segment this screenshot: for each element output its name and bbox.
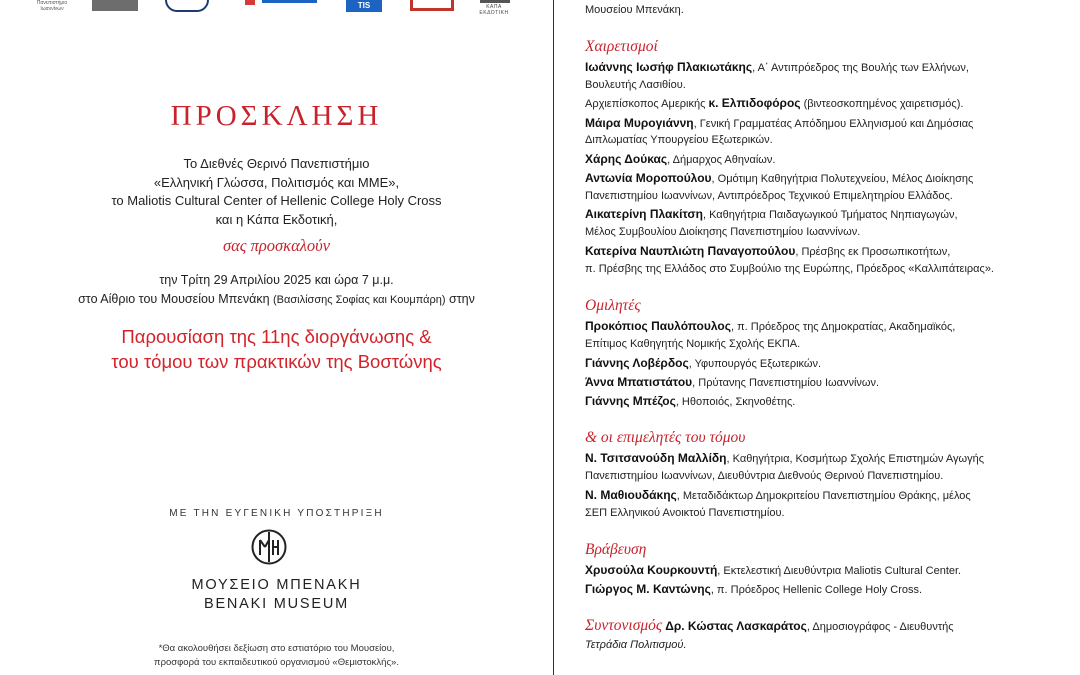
speakers-line: Επίτιμος Καθηγητής Νομικής Σχολής ΕΚΠΑ. [585,338,801,350]
logo-tis: TIS [346,0,382,12]
venue-suffix: στην [449,291,475,306]
event-title [0,324,553,374]
editors-line: ΣΕΠ Ελληνικού Ανοικτού Πανεπιστημίου. [585,507,785,519]
person-role: , π. Πρόεδρος Hellenic College Holy Cross. [710,584,923,596]
person-role: , Καθηγήτρια, Κοσμήτωρ Σχολής Επιστημών Αγωγής [726,453,985,465]
speakers-heading: Ομιλητές [585,297,641,314]
partner-logos [0,0,553,16]
person-role: , Δήμαρχος Αθηναίων. [667,154,776,166]
support-label: ΜΕ ΤΗΝ ΕΥΓΕΝΙΚΗ ΥΠΟΣΤΗΡΙΞΗ [169,508,384,519]
person-name: Μάιρα Μυρογιάννη [585,116,694,130]
column-divider [553,0,554,675]
greetings-line [585,60,969,75]
venue-address: (Βασιλίσσης Σοφίας και Κουμπάρη) [273,293,446,306]
awards-line [585,582,922,597]
speakers-line [585,394,795,409]
invitation-title: ΠΡΟΣΚΛΗΣΗ [170,100,383,132]
person-name: Δρ. Κώστας Λασκαράτος [665,619,807,633]
footnote [0,642,553,670]
organizer-line: Το Διεθνές Θερινό Πανεπιστήμιο [183,156,370,171]
event-title-line: του τόμου των πρακτικών της Βοστώνης [111,351,442,372]
museum-name-gr: ΜΟΥΣΕΙΟ ΜΠΕΝΑΚΗ [191,577,362,593]
person-name: Ιωάννης Ιωσήφ Πλακιωτάκης [585,60,753,74]
person-name: Γιάννης Λοβέρδος [585,356,689,370]
person-role: , Ηθοποιός, Σκηνοθέτης. [675,396,796,408]
greetings-line: Βουλευτής Λασιθίου. [585,79,686,91]
person-role: , Καθηγήτρια Παιδαγωγικού Τμήματος Νηπιαγωγών, [702,209,958,221]
date-line: την Τρίτη 29 Απριλίου 2025 και ώρα 7 μ.μ. [159,273,394,287]
person-role: , Α΄ Αντιπρόεδρος της Βουλής των Ελλήνων, [752,62,969,74]
person-name: κ. Ελπιδοφόρος [708,96,801,110]
greetings-line: Πανεπιστημίου Ιωαννίνων, Αντιπρόεδρος Τεχνικού Επιμελητηρίου Ελλάδος. [585,190,953,202]
logo-blue-mark [262,0,317,3]
greetings-line [585,207,958,222]
person-name: Προκόπιος Παυλόπουλος [585,319,731,333]
coordination-line: Τετράδια Πολιτισμού. [585,639,687,651]
person-name: Γιώργος Μ. Καντώνης [585,582,711,596]
greetings-line [585,96,963,111]
person-name: Αντωνία Μοροπούλου [585,171,712,185]
editors-line: Πανεπιστημίου Ιωαννίνων, Διευθύντρια Διεθνούς Θερινού Πανεπιστημίου. [585,470,944,482]
greetings-line [585,171,973,186]
program-top-line: Μουσείου Μπενάκη. [585,4,684,16]
footnote-line: *Θα ακολουθήσει δεξίωση στο εστιατόριο του Μουσείου, [158,643,395,654]
greetings-line [585,116,973,131]
greetings-line: Διπλωματίας Υπουργείου Εξωτερικών. [585,134,773,146]
awards-line [585,563,961,578]
greetings-heading: Χαιρετισμοί [585,38,658,55]
person-name: Άννα Μπατιστάτου [585,375,693,389]
person-name: Χρυσούλα Κουρκουντή [585,563,718,577]
benaki-museum-logo-icon [251,529,287,565]
person-role: (βιντεοσκοπημένος χαιρετισμός). [800,98,964,110]
invite-phrase: σας προσκαλούν [222,236,331,255]
person-role: , Πρέσβης εκ Προσωπικοτήτων, [795,246,951,258]
speakers-line [585,319,955,334]
venue-name: στο Αίθριο του Μουσείου Μπενάκη [78,291,270,306]
logo-gray [92,0,138,11]
person-role: , Μεταδιδάκτωρ Δημοκριτείου Πανεπιστημίου Θράκης, μέλος [676,490,971,502]
person-name: Χάρης Δούκας [585,152,668,166]
organizer-line: και η Κάπα Εκδοτική, [215,211,338,227]
logo-kapa-text: ΚΑΠΑ ΕΚΔΟΤΙΚΗ [479,4,509,16]
logo-emblem [165,0,209,12]
coordination-line [585,619,954,634]
speakers-line [585,356,821,371]
person-name: Κατερίνα Ναυπλιώτη Παναγοπούλου [585,244,796,258]
organizer-line: το Maliotis Cultural Center of Hellenic College Holy Cross [111,193,442,208]
greetings-line [585,244,950,259]
greetings-line [585,152,775,167]
person-role: , π. Πρόεδρος της Δημοκρατίας, Ακαδημαϊκός, [730,321,956,333]
coordination-heading: Συντονισμός [585,617,663,634]
greetings-line: π. Πρέσβης της Ελλάδος στο Συμβούλιο της Ευρώπης, Πρόεδρος «Καλλιπάτειρας». [585,263,994,275]
person-name: Ν. Μαθιουδάκης [585,488,677,502]
date-venue [0,271,553,309]
greetings-line: Μέλος Συμβουλίου Διοίκησης Πανεπιστημίου Ιωαννίνων. [585,226,861,238]
logo-house [410,0,454,11]
organizers [0,155,553,229]
venue-line [0,290,553,310]
person-name: Αικατερίνη Πλακίτση [585,207,703,221]
person-role: , Υφυπουργός Εξωτερικών. [688,358,822,370]
person-role: , Δημοσιογράφος - Διευθυντής [806,621,954,633]
event-title-line: Παρουσίαση της 11ης διοργάνωσης & [121,326,432,347]
person-role: , Γενική Γραμματέας Απόδημου Ελληνισμού και Δημόσιας [693,118,974,130]
awards-heading: Βράβευση [585,541,647,558]
footnote-line: προσφορά του εκπαιδευτικού οργανισμού «Θεμιστοκλής». [154,657,399,668]
editors-line [585,451,984,466]
museum-name-en: BENAKI MUSEUM [203,596,350,612]
person-name: Ν. Τσιτσανούδη Μαλλίδη [585,451,727,465]
person-role: , Εκτελεστική Διευθύντρια Maliotis Cultural Center. [717,565,962,577]
logo-kapa-mark [480,0,510,3]
museum-name [0,576,553,614]
logo-red-mark [245,0,255,5]
person-role: , Πρύτανης Πανεπιστημίου Ιωαννίνων. [692,377,880,389]
person-role: , Ομότιμη Καθηγήτρια Πολυτεχνείου, Μέλος Διοίκησης [711,173,974,185]
speakers-line [585,375,879,390]
person-title: Αρχιεπίσκοπος Αμερικής [585,98,709,110]
university-logo-text: Πανεπιστήμιο Ιωαννίνων [36,0,68,12]
person-name: Γιάννης Μπέζος [585,394,676,408]
editors-line [585,488,971,503]
organizer-line: «Ελληνική Γλώσσα, Πολιτισμός και ΜΜΕ», [153,174,400,190]
editors-heading: & οι επιμελητές του τόμου [585,429,746,446]
